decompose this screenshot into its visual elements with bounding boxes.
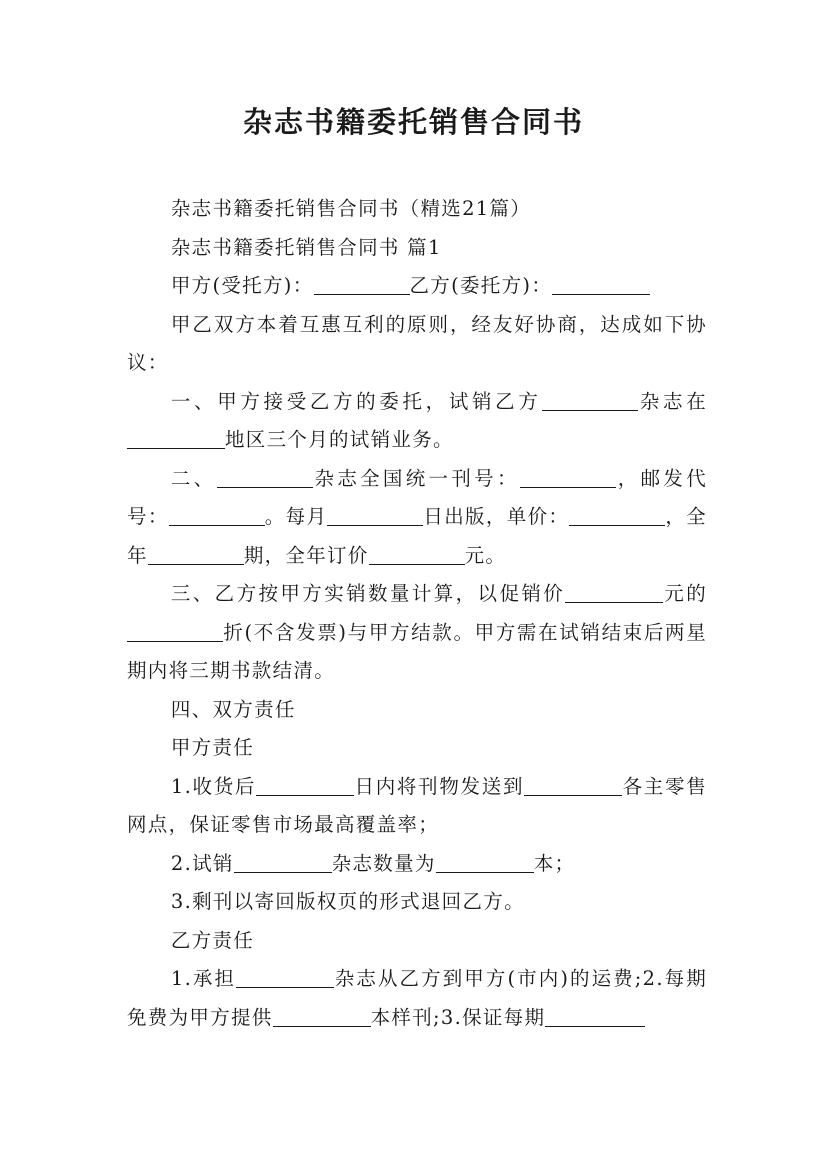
paragraph-clause-2 [127,460,707,576]
paragraph-party-a-duties [127,729,707,768]
fill-blank[interactable] [314,274,410,295]
fill-blank[interactable] [234,851,332,872]
fill-blank[interactable] [369,543,465,564]
text: 日出版，单价： [423,505,570,528]
text: 地区三个月的试销业务。 [225,428,454,451]
text: ，邮发代号： [127,466,708,528]
fill-blank[interactable] [524,774,622,795]
paragraph-a-duty-2 [127,845,707,884]
text: 。每月 [264,505,328,528]
text: 甲方(受托方)： [170,274,314,297]
fill-blank[interactable] [542,389,638,410]
text: 期，全年订价 [243,543,369,567]
fill-blank[interactable] [436,851,534,872]
text: 本； [533,851,576,875]
text: 1.收货后 [170,774,257,798]
document-title: 杂志书籍委托销售合同书 [242,105,584,139]
text: 杂志全国统一刊号： [312,466,520,490]
text: 甲乙双方本着互惠互利的原则，经友好协商，达成如下协议： [127,312,707,374]
text: ，全年 [127,505,707,567]
paragraph-a-duty-1 [127,768,707,845]
document-body [127,190,707,1037]
text: 元的 [663,582,707,605]
paragraph-a-duty-3 [127,883,707,922]
paragraph-clause-3 [127,575,707,691]
text: 1.承担 [170,967,237,990]
text: 2.试销 [170,851,234,875]
fill-blank[interactable] [273,1005,371,1026]
paragraph-heading-line [127,190,707,229]
paragraph-section-title [127,229,707,268]
text: 折(不含发票)与甲方结款。甲方需在试销结束后两星期内将三期书款结清。 [127,620,707,682]
fill-blank[interactable] [569,505,665,526]
text: 一、甲方接受乙方的委托，试销乙方 [170,389,542,413]
paragraph-party-b-duties [127,922,707,961]
fill-blank[interactable] [127,620,223,641]
text: 杂志数量为 [331,851,436,875]
fill-blank[interactable] [127,428,225,449]
text: 杂志书籍委托销售合同书（精选21篇） [170,197,532,220]
paragraph-clause-4-title [127,691,707,730]
paragraph-b-duties [127,960,707,1037]
text: 乙方责任 [170,928,255,952]
text: 杂志从乙方到甲方(市内)的运费;2.每期免费为甲方提供 [127,967,707,1029]
text: 二、 [170,466,217,490]
text: 杂志在 [637,389,707,413]
fill-blank[interactable] [236,967,334,988]
text: 三、乙方按甲方实销数量计算，以促销价 [170,582,566,605]
text: 元。 [464,543,507,567]
fill-blank[interactable] [256,774,354,795]
text: 各主零售网点，保证零售市场最高覆盖率； [127,774,707,836]
paragraph-parties [127,267,707,306]
text: 四、双方责任 [170,697,296,721]
text: 3.剩刊以寄回版权页的形式退回乙方。 [170,890,525,913]
text: 日内将刊物发送到 [354,774,525,798]
fill-blank[interactable] [148,543,244,564]
fill-blank[interactable] [565,582,663,603]
fill-blank[interactable] [217,466,313,487]
paragraph-clause-1 [127,383,707,460]
text: 甲方责任 [170,736,255,759]
fill-blank[interactable] [552,274,650,295]
fill-blank[interactable] [520,466,616,487]
text: 本样刊;3.保证每期 [370,1005,546,1029]
fill-blank[interactable] [545,1005,645,1026]
fill-blank[interactable] [327,505,423,526]
paragraph-preamble [127,306,707,383]
text: 杂志书籍委托销售合同书 篇1 [170,235,442,259]
text: 乙方(委托方)： [409,274,553,297]
fill-blank[interactable] [169,505,265,526]
